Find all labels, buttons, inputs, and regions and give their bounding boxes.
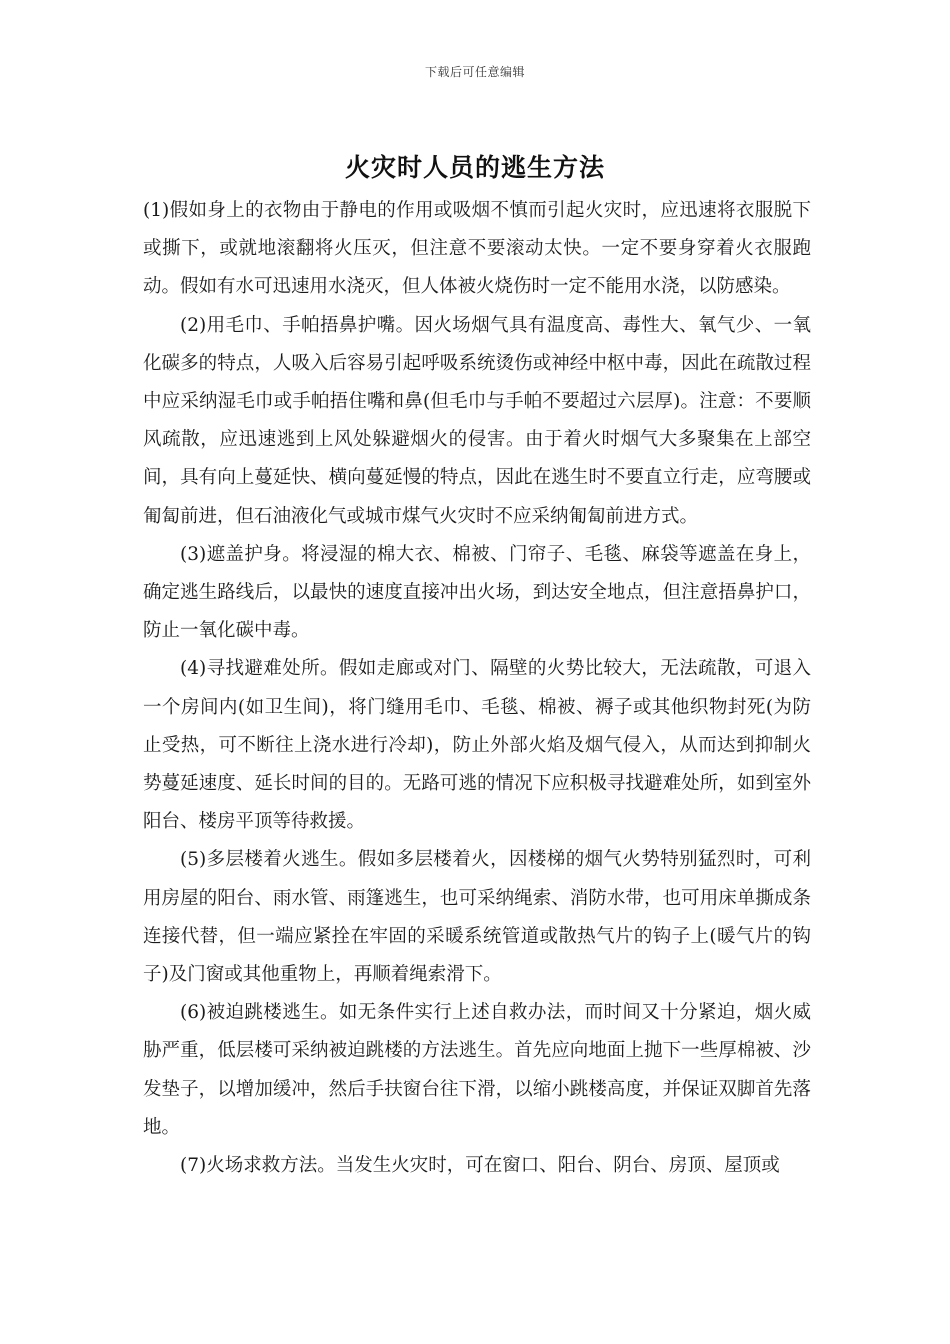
document-body (143, 192, 811, 1185)
paragraph-4: (4)寻找避难处所。假如走廊或对门、隔壁的火势比较大，无法疏散，可退入一个房间内(如卫生间)，将门缝用毛巾、毛毯、棉被、褥子或其他织物封死(为防止受热，可不断往上浇水进行冷却)，防止外部火焰及烟气侵入，从而达到抑制火势蔓延速度、延长时间的目的。无路可逃的情况下应积极寻找避难处所，如到室外阳台、楼房平顶等待救援。 (143, 658, 811, 833)
paragraph-2: (2)用毛巾、手帕捂鼻护嘴。因火场烟气具有温度高、毒性大、氧气少、一氧化碳多的特点，人吸入后容易引起呼吸系统烫伤或神经中枢中毒，因此在疏散过程中应采纳湿毛巾或手帕捂住嘴和鼻(但毛巾与手帕不要超过六层厚)。注意：不要顺风疏散，应迅速逃到上风处躲避烟火的侵害。由于着火时烟气大多聚集在上部空间，具有向上蔓延快、横向蔓延慢的特点，因此在逃生时不要直立行走，应弯腰或匍匐前进，但石油液化气或城市煤气火灾时不应采纳匍匐前进方式。 (143, 314, 811, 527)
paragraph-7: (7)火场求救方法。当发生火灾时，可在窗口、阳台、阴台、房顶、屋顶或 (180, 1155, 780, 1177)
paragraph-6: (6)被迫跳楼逃生。如无条件实行上述自救办法，而时间又十分紧迫，烟火威胁严重，低层楼可采纳被迫跳楼的方法逃生。首先应向地面上抛下一些厚棉被、沙发垫子，以增加缓冲，然后手扶窗台往下滑，以缩小跳楼高度，并保证双脚首先落地。 (143, 1002, 811, 1138)
paragraph-1: (1)假如身上的衣物由于静电的作用或吸烟不慎而引起火灾时，应迅速将衣服脱下或撕下，或就地滚翻将火压灭，但注意不要滚动太快。一定不要身穿着火衣服跑动。假如有水可迅速用水浇灭，但人体被火烧伤时一定不能用水浇，以防感染。 (143, 200, 811, 298)
paragraph-5: (5)多层楼着火逃生。假如多层楼着火，因楼梯的烟气火势特别猛烈时，可利用房屋的阳台、雨水管、雨篷逃生，也可采纳绳索、消防水带，也可用床单撕成条连接代替，但一端应紧拴在牢固的采暖系统管道或散热气片的钩子上(暖气片的钩子)及门窗或其他重物上，再顺着绳索滑下。 (143, 849, 811, 986)
header-note: 下载后可任意编辑 (424, 65, 525, 79)
paragraph-3: (3)遮盖护身。将浸湿的棉大衣、棉被、门帘子、毛毯、麻袋等遮盖在身上，确定逃生路线后，以最快的速度直接冲出火场，到达安全地点，但注意捂鼻护口，防止一氧化碳中毒。 (143, 543, 811, 642)
document-title: 火灾时人员的逃生方法 (344, 153, 605, 182)
